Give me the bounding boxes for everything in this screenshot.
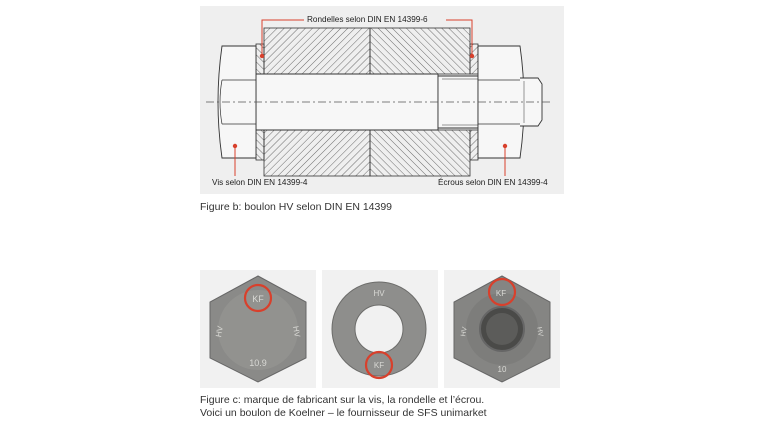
photo-washer	[322, 270, 438, 388]
nut-side-left-text: HV	[460, 326, 469, 338]
washer-mark-text: KF	[373, 361, 385, 370]
washer-right-upper	[470, 44, 478, 74]
callout-nut-label: Écrous selon DIN EN 14399-4	[438, 178, 548, 187]
callout-washers-label: Rondelles selon DIN EN 14399-6	[307, 15, 428, 24]
photo-bolt-head	[200, 270, 316, 388]
plate-left-lower	[264, 130, 370, 176]
nut-grade-text: 10	[497, 365, 507, 374]
bolt-side-right-text: HV	[291, 325, 302, 338]
bolt-diagram-panel	[200, 6, 564, 194]
photo-nut	[444, 270, 560, 388]
bolt-side-left-text: HV	[214, 325, 225, 338]
washer-top-text: HV	[373, 289, 385, 298]
bolt-mark-text: KF	[252, 294, 264, 304]
figure-b-caption: Figure b: boulon HV selon DIN EN 14399	[200, 201, 393, 213]
washer-hole	[355, 305, 403, 353]
bolt-cross-section-drawing	[200, 6, 564, 194]
washer-left-upper	[256, 44, 264, 74]
washer-left-lower	[256, 130, 264, 160]
plate-right-upper	[370, 28, 470, 74]
nut-side-right-text: HV	[535, 326, 544, 338]
plate-left-upper	[264, 28, 370, 74]
plate-right-lower	[370, 130, 470, 176]
nut-mark-text: KF	[495, 289, 507, 298]
bolt-grade-text: 10.9	[249, 358, 267, 368]
figure-c-caption-line2: Voici un boulon de Koelner – le fournisseur de SFS unimarket	[200, 407, 487, 419]
washer-right-lower	[470, 130, 478, 160]
callout-bolt-label: Vis selon DIN EN 14399-4	[212, 178, 308, 187]
figure-c-caption-line1: Figure c: marque de fabricant sur la vis, la rondelle et l’écrou.	[200, 394, 485, 406]
